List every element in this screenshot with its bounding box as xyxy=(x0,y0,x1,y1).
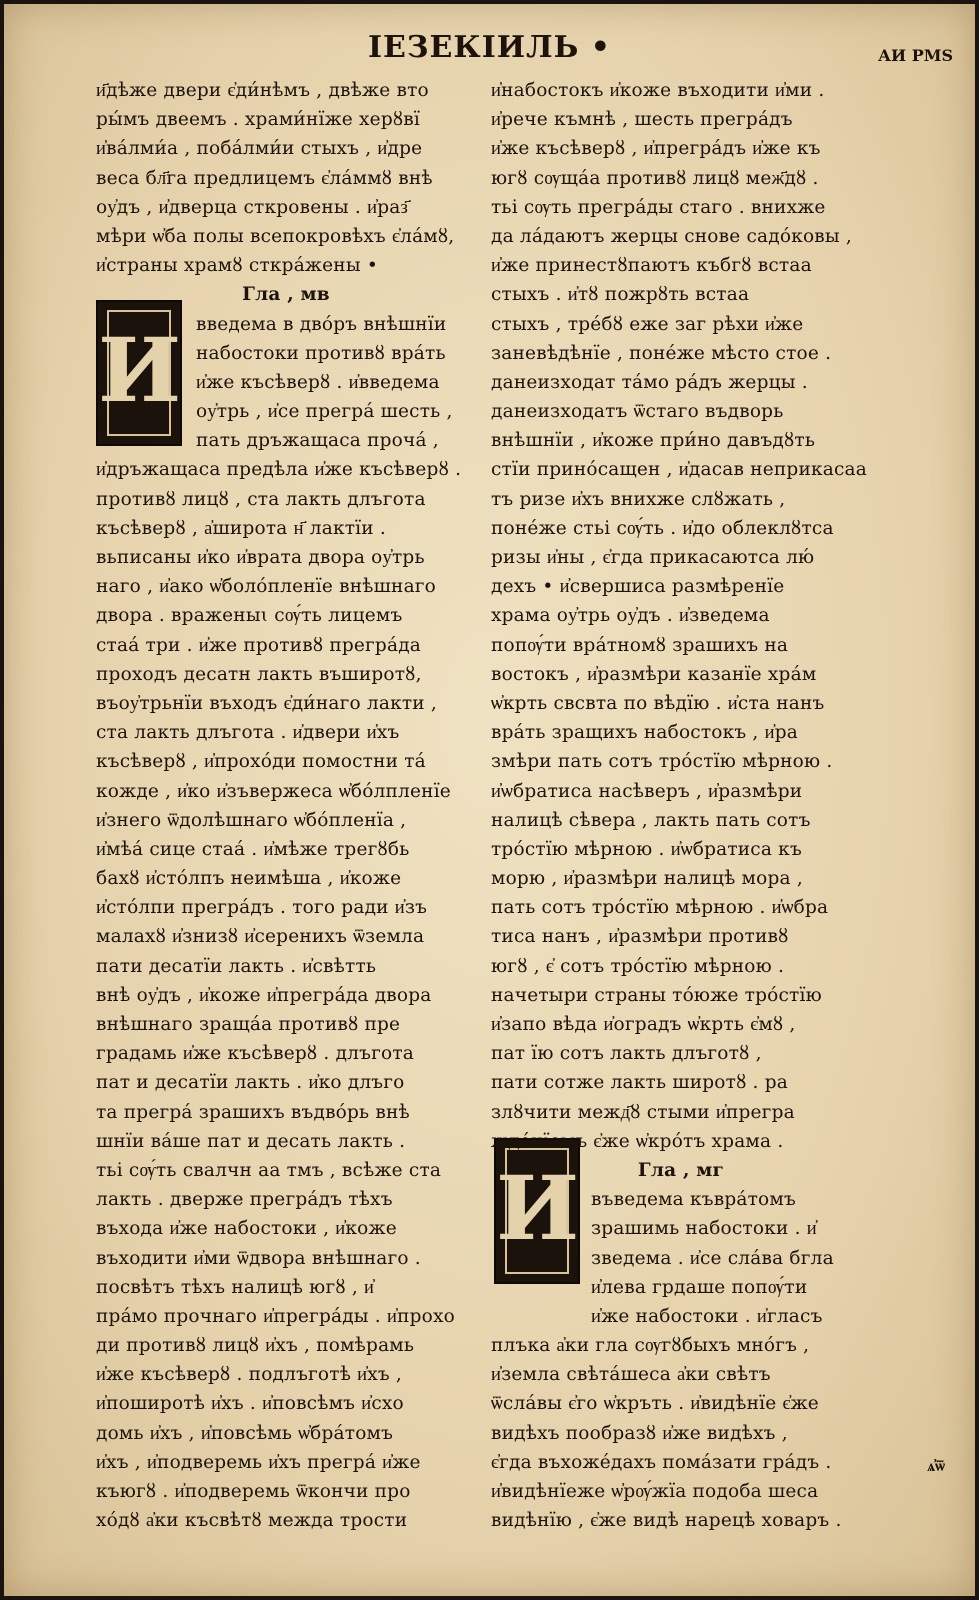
text-line: хо́дȣ а҆ки късвѣтȣ межда трости xyxy=(96,1510,408,1532)
text-line: злȣчити межд҃ȣ стыми и҆прегра xyxy=(491,1101,795,1123)
text-line: налицѣ сѣвера , лакть пать сотъ xyxy=(491,809,811,831)
text-line: плъка а҆ки гла сѹгȣбыхъ мно́гъ , xyxy=(491,1335,810,1357)
text-line: зведема . и҆се сла́ва бгла xyxy=(591,1247,834,1269)
text-line: стїи прино́сащен , и҆дасав неприкасаа xyxy=(491,459,868,481)
text-line: противȣ лицȣ , ста лакть длъгота xyxy=(96,488,426,510)
text-line: мѣри ѡ҆ба полы всепокровѣхъ є҆ла́мȣ, xyxy=(96,225,455,247)
left-text-column xyxy=(96,76,476,1535)
text-line: въходити и҆ми ѿдвора внѣшнаго . xyxy=(96,1247,421,1269)
text-line: югȣ сѹща́а противȣ лицȣ меж҃дȣ . xyxy=(491,167,819,189)
text-line: шнїи ва́ше пат и десать лакть . xyxy=(96,1130,406,1152)
text-line: югȣ , є҆ сотъ тро́стїю мѣрною . xyxy=(491,955,785,977)
text-line: храма оу҆трь оу҆дъ . и҆зведема xyxy=(491,605,770,627)
text-line: морю , и҆размѣри налицѣ мора , xyxy=(491,868,803,890)
text-line: и҆хъ , и҆подверемь и҆хъ прегра́ и҆же xyxy=(96,1451,421,1473)
text-line: дехъ • и҆свершиса размѣренїе xyxy=(491,576,785,598)
text-line: пати сотже лакть широтȣ . ра xyxy=(491,1072,788,1094)
text-line: кожде , и҆ко и҆зъвержеса ѡ҆бо́лпленїе xyxy=(96,780,451,802)
text-line: стаа́ три . и҆же противȣ прегра́да xyxy=(96,634,422,656)
text-line: и҃дѣже двери є҆ди́нѣмъ , двѣже вто xyxy=(96,80,429,101)
text-line: и҆же набостоки . и҆гласъ xyxy=(591,1305,823,1327)
text-line: и҆рече къмнѣ , шесть прегра́дъ xyxy=(491,109,793,131)
text-line: бахȣ и҆сто́лпъ неимѣша , и҆коже xyxy=(96,868,402,890)
text-line: и҆же късѣверȣ . подлъготѣ и҆хъ , xyxy=(96,1364,403,1386)
text-line: востокъ , и҆размѣри казанїе хра́м xyxy=(491,663,817,685)
initial-letter: И xyxy=(496,1156,580,1260)
text-line: ры́мъ двеемъ . храми́нїже херȣвї xyxy=(96,109,421,131)
book-page xyxy=(4,4,975,1596)
text-line: пат їю сотъ лакть длъготȣ , xyxy=(491,1043,762,1065)
text-line: посвѣтъ тѣхъ налицѣ югȣ , и҆ xyxy=(96,1276,375,1298)
text-line: и҆же принестȣпаютъ къбгȣ встаа xyxy=(491,255,812,277)
text-line: оу҆трь , и҆се прегра́ шесть , xyxy=(196,401,453,423)
text-line: внѣшнаго зраща́а противȣ пре xyxy=(96,1014,401,1035)
folio-number: АИ РМЅ xyxy=(877,46,953,65)
text-line: пати десатїи лакть . и҆свѣтть xyxy=(96,955,377,977)
text-line: пать дръжащаса проча́ , xyxy=(196,430,439,452)
text-line: є҆гда въхоже́дахъ пома́зати гра́дъ . xyxy=(491,1451,832,1473)
text-line: и҆дръжащаса предѣла и҆же късѣверȣ . xyxy=(96,459,462,481)
text-line: тьі сѹть прегра́ды стаго . внихже xyxy=(491,196,826,218)
text-line: проходъ десатн лакть въширотȣ, xyxy=(96,663,422,685)
text-line: тро́стїю мѣрною . и҆ѡбратиса къ xyxy=(491,838,802,860)
text-line: стыхъ , тре́бȣ еже заг рѣхи и҆же xyxy=(491,313,804,335)
text-line: и҆же късѣверȣ . и҆введема xyxy=(196,371,440,393)
text-line: тиса нанъ , и҆размѣри противȣ xyxy=(491,926,789,948)
text-line: тьі сѹ́ть свалчн аа тмъ , всѣже ста xyxy=(96,1159,442,1181)
text-line: стыхъ . и҆тȣ пожрȣть встаа xyxy=(491,284,750,306)
text-line: и҆набостокъ и҆коже въходити и҆ми . xyxy=(491,80,825,101)
running-title: ІЕЗЕКІИЛЬ • xyxy=(368,30,611,65)
chapter-heading: Гла , мв xyxy=(242,284,330,306)
text-line: и҆ѡбратиса насѣверъ , и҆размѣри xyxy=(491,780,803,802)
text-line: ризы и҆ны , є҆гда прикасаютса лю́ xyxy=(491,547,815,568)
text-line: въхода и҆же набостоки , и҆коже xyxy=(96,1218,397,1240)
text-line: късѣверȣ , и҆прохо́ди помостни та́ xyxy=(96,751,426,773)
text-line: начетыри страны то́юже тро́стїю xyxy=(491,984,822,1006)
text-line: и҆страны храмȣ сткра́жены • xyxy=(96,255,378,277)
text-line: заневѣдѣнїе , поне́же мѣсто стое . xyxy=(491,342,832,364)
text-line: попѹ́ти вра́тномȣ зрашихъ на xyxy=(491,634,789,656)
catchword: ѧ҆ѿ xyxy=(927,1456,945,1475)
text-line: и҆сто́лпи прегра́дъ . того ради и҆зъ xyxy=(96,897,428,919)
right-text-column xyxy=(491,76,871,1535)
text-line: внѣшнїи , и҆коже при́но давъдȣть xyxy=(491,430,816,452)
text-line: малахȣ и҆знизȣ и҆серенихъ ѿземла xyxy=(96,926,425,948)
text-line: ста лакть длъгота . и҆двери и҆хъ xyxy=(96,722,400,744)
text-line: къюгȣ . и҆подверемь ѿкончи про xyxy=(96,1481,411,1502)
text-line: градамь и҆же късѣверȣ . длъгота xyxy=(96,1043,414,1065)
text-line: та прегра́ зрашихъ въдво́рь внѣ xyxy=(96,1101,410,1123)
text-line: зрашимь набостоки . и҆ xyxy=(591,1218,817,1240)
text-line: внѣ оу҆дъ , и҆коже и҆прегра́да двора xyxy=(96,984,432,1006)
text-line: пать сотъ тро́стїю мѣрною . и҆ѡбра xyxy=(491,897,829,919)
text-line: набостоки противȣ вра́ть xyxy=(196,342,446,364)
text-line: ѡ҆крть свсвта по вѣдїю . и҆ста нанъ xyxy=(491,692,825,714)
text-line: змѣри пать сотъ тро́стїю мѣрною . xyxy=(491,751,833,773)
initial-letter: И xyxy=(98,318,182,422)
text-line: двора . враженыꙇ сѹ́ть лицемъ xyxy=(96,605,403,627)
text-line: данеизходат та́мо ра́дъ жерцы . xyxy=(491,371,808,393)
text-line: оу҆дъ , и҆дверца сткровены . и҆раз҃ xyxy=(96,196,408,218)
text-line: вьписаны и҆ко и҆врата двора оу҆трь xyxy=(96,547,425,568)
text-line: лакть . дверже прегра́дъ тѣхъ xyxy=(96,1189,393,1211)
text-line: и҆мѣа́ сице стаа́ . и҆мѣже трегȣбь xyxy=(96,838,410,860)
text-line: тъ ризе и҆хъ внихже слȣжать , xyxy=(491,488,786,510)
text-line: и҆лева грдаше попѹ́ти xyxy=(591,1276,808,1298)
text-line: пра́мо прочнаго и҆прегра́ды . и҆прохо xyxy=(96,1305,455,1327)
text-line: видѣхъ пообразȣ и҆же видѣхъ , xyxy=(491,1422,788,1444)
text-line: жде́нїемъ є҆же ѡ҆кро́тъ храма . xyxy=(491,1130,784,1152)
text-line: вра́ть зращихъ набостокъ , и҆ра xyxy=(491,722,798,744)
text-line: да ла́даютъ жерцы снове садо́ковы , xyxy=(491,225,852,247)
text-line: видѣнїю , є҆же видѣ нарецѣ ховаръ . xyxy=(491,1510,842,1532)
text-line: въоу҆трьнїи въходъ є҆ди́наго лакти , xyxy=(96,692,437,714)
text-line: ѿсла́вы є҆го ѡ҆кръть . и҆видѣнїе є҆же xyxy=(491,1393,819,1415)
text-line: домь и҆хъ , и҆повсѣмь ѡ҆бра́томъ xyxy=(96,1422,394,1444)
text-line: и҆поширотѣ и҆хъ . и҆повсѣмъ и҆схо xyxy=(96,1393,404,1415)
text-line: късѣверȣ , а҆широта н҃ лактїи . xyxy=(96,517,386,539)
text-line: ди противȣ лицȣ и҆хъ , помѣрамь xyxy=(96,1335,415,1357)
chapter-heading: Гла , мг xyxy=(637,1159,725,1181)
text-line: и҆ва́лми́а , поба́лми́и стыхъ , и҆дре xyxy=(96,138,423,160)
text-line: наго , и҆ако ѡ҆боло́пленїе внѣшнаго xyxy=(96,576,437,598)
text-line: и҆видѣнїеже ѡ҆рѹ́жїа подоба шеса xyxy=(491,1481,819,1502)
text-line: поне́же стьі сѹ́ть . и҆до облеклȣтса xyxy=(491,517,834,539)
text-line: данеизходатъ ѿстаго въдворь xyxy=(491,401,784,423)
text-line: веса бл҃га предлицемъ є҆ла́ммȣ внѣ xyxy=(96,167,433,189)
text-line: введема в дво́ръ внѣшнїи xyxy=(196,313,447,335)
text-line: пат и десатїи лакть . и҆ко длъго xyxy=(96,1072,405,1094)
text-line: и҆земла свѣта́шеса а҆ки свѣтъ xyxy=(491,1364,771,1386)
text-line: и҆же късѣверȣ , и҆прегра́дъ и҆же къ xyxy=(491,138,821,160)
text-line: въведема къвра́томъ xyxy=(591,1189,796,1211)
text-line: и҆знего ѿдолѣшнаго ѡ҆бо́пленїа , xyxy=(96,809,407,831)
text-line: и҆запо вѣда и҆оградъ ѡ҆крть є҆мȣ , xyxy=(491,1014,796,1035)
